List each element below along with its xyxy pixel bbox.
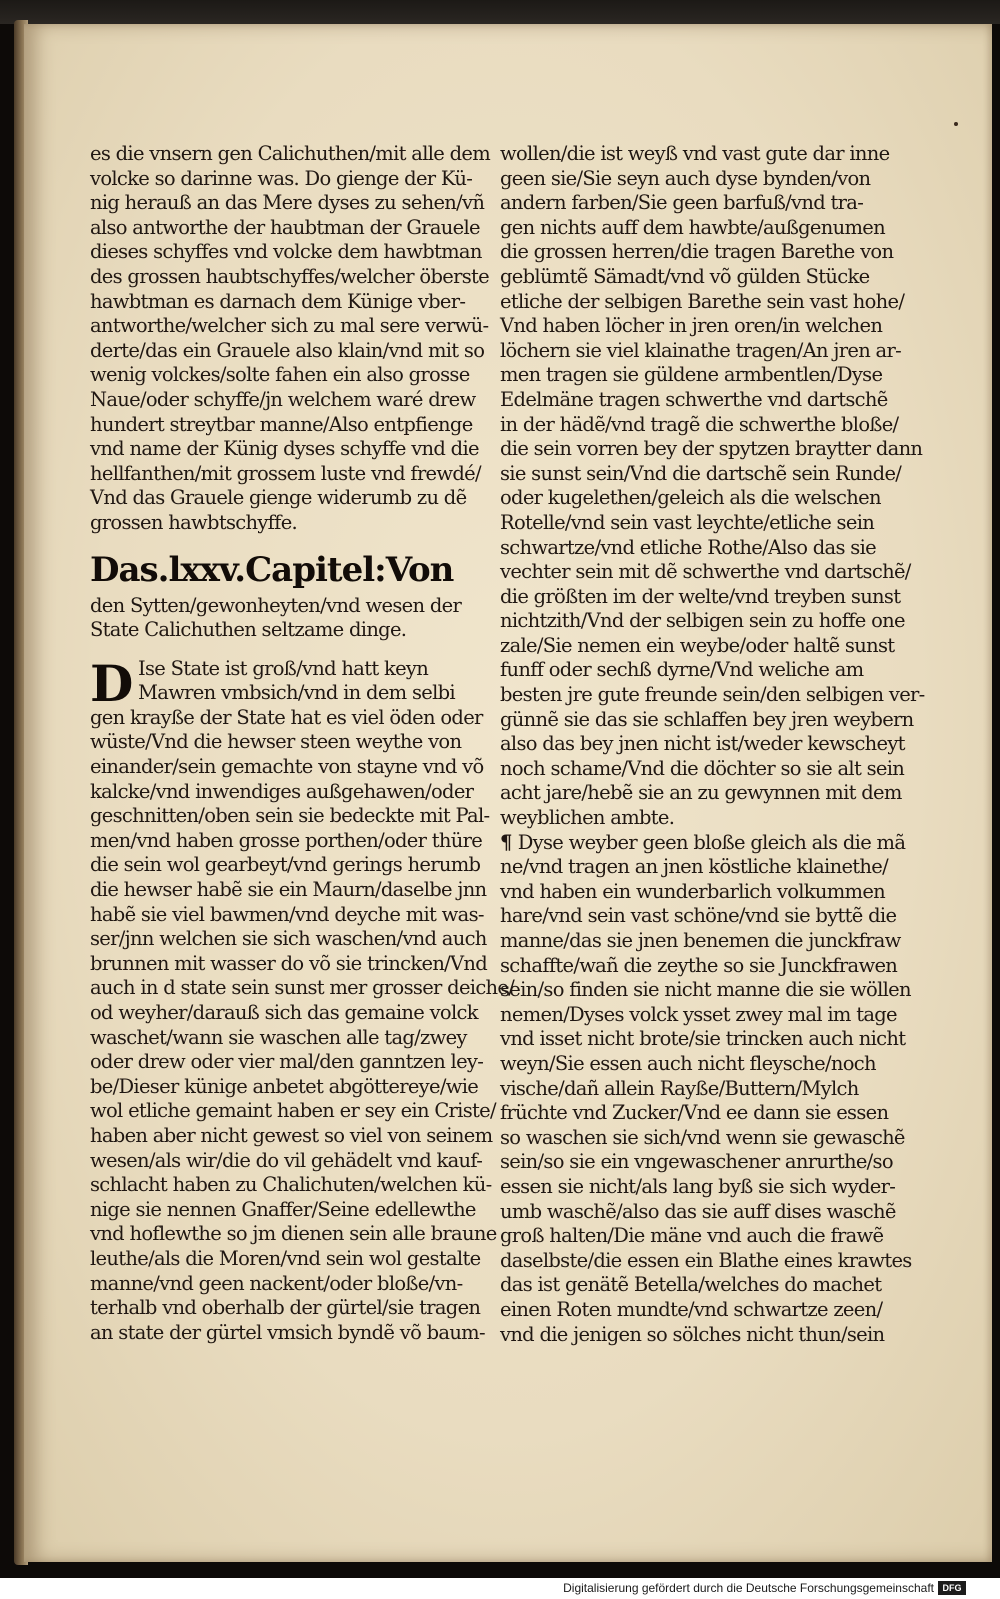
initial-lines <box>90 657 470 706</box>
text-line: es die vnsern gen Calichuthen/mit alle dem <box>90 142 491 165</box>
text-line: habẽ sie viel bawmen/vnd deyche mit was- <box>90 902 484 926</box>
text-line: gen krayße der State hat es viel öden oder <box>90 705 483 729</box>
text-line: derte/das ein Grauele also klain/vnd mit so <box>90 338 485 362</box>
text-line: od weyher/darauß sich das gemaine volck <box>90 1001 478 1024</box>
text-line: die grossen herren/die tragen Barethe von <box>500 240 894 264</box>
text-line: dieses schyffes vnd volcke dem hawbtman <box>90 240 482 264</box>
text-line: oder kugelethen/geleich als die welschen <box>500 486 881 510</box>
text-line: schwartze/vnd etliche Rothe/Also das sie <box>500 535 876 559</box>
text-line: volcke so darinne was. Do gienge der Kü- <box>90 166 473 190</box>
text-line: terhalb vnd oberhalb der gürtel/sie tragen <box>90 1296 481 1320</box>
text-line: hawbtman es darnach dem Künige vber- <box>90 289 466 313</box>
text-line: daselbste/die essen ein Blathe eines krawtes <box>500 1248 912 1272</box>
text-line: umb waschẽ/also das sie auff dises waschẽ <box>500 1199 896 1223</box>
text-line: vnd hoflewthe so jm dienen sein alle braune <box>90 1222 497 1246</box>
text-line: vnd die jenigen so sölches nicht thun/sein <box>500 1322 885 1346</box>
chapter-first-paragraph <box>90 653 515 1346</box>
text-line: Edelmäne tragen schwerthe vnd dartschẽ <box>500 387 888 411</box>
text-line: wüste/Vnd die hewser steen weythe von <box>90 730 462 754</box>
text-line: hundert streytbar manne/Also entpfienge <box>90 412 473 436</box>
text-line: wenig volckes/solte fahen ein also grosse <box>90 363 470 387</box>
text-line: ne/vnd tragen an jnen köstliche klainethe/ <box>500 855 888 879</box>
text-line: Rotelle/vnd sein vast leychte/etliche sein <box>500 510 875 534</box>
text-line: gen nichts auff dem hawbte/außgenumen <box>500 215 885 239</box>
right-paragraph-body <box>500 855 912 1347</box>
left-text-column <box>90 142 515 1345</box>
text-line: ser/jnn welchen sie sich waschen/vnd auch <box>90 927 487 951</box>
text-line: essen sie nicht/als lang byß sie sich wyder- <box>500 1174 896 1198</box>
text-line: nichtzith/Vnd der selbigen sein zu hoffe one <box>500 609 905 633</box>
paragraph-body <box>90 705 515 1345</box>
text-line: manne/vnd geen nackent/oder bloße/vn- <box>90 1271 463 1295</box>
text-line: groß halten/Die mäne vnd auch die frawẽ <box>500 1224 884 1248</box>
text-line: das ist genätẽ Betella/welches do machet <box>500 1273 882 1297</box>
text-line: geen sie/Sie seyn auch dyse bynden/von <box>500 166 871 190</box>
left-paragraph-continued <box>90 142 491 536</box>
text-line: men tragen sie güldene armbentlen/Dyse <box>500 363 883 387</box>
text-line: nig herauß an das Mere dyses zu sehen/vñ <box>90 191 485 215</box>
text-line: so waschen sie sich/vnd wenn sie gewaschẽ <box>500 1125 905 1149</box>
text-line: nige sie nennen Gnaffer/Seine edellewthe <box>90 1197 476 1221</box>
text-line: kalcke/vnd inwendiges außgehawen/oder <box>90 779 474 803</box>
text-line: vnd isset nicht brote/sie trincken auch nicht <box>500 1027 906 1051</box>
text-line: Vnd das Grauele gienge widerumb zu dẽ <box>90 486 467 510</box>
text-line: noch schame/Vnd die döchter so sie alt sein <box>500 756 905 780</box>
text-line: men/vnd haben grosse porthen/oder thüre <box>90 828 483 852</box>
text-line: State Calichuthen seltzame dinge. <box>90 618 407 642</box>
text-line: vechter sein mit dẽ schwerthe vnd dartschẽ/ <box>500 560 911 584</box>
text-line: sein/so sie ein vngewaschener anrurthe/so <box>500 1150 893 1174</box>
text-line: schaffte/wañ die zeythe so sie Junckfrawen <box>500 953 898 977</box>
text-line: des grossen haubtschyffes/welcher öberste <box>90 264 489 288</box>
text-line: in der hädẽ/vnd tragẽ die schwerthe bloße/ <box>500 412 899 436</box>
text-line: vnd name der Künig dyses schyffe vnd die <box>90 437 479 461</box>
text-line: sein/so finden sie nicht manne die sie wöllen <box>500 978 911 1002</box>
text-line: oder drew oder vier mal/den ganntzen ley- <box>90 1050 484 1074</box>
text-line: Dyse weyber geen bloße gleich als die mã <box>517 830 906 854</box>
ink-speck <box>954 122 958 126</box>
text-line: antworthe/welcher sich zu mal sere verwü- <box>90 314 489 338</box>
dfg-logo: DFG <box>938 1581 966 1595</box>
text-line: etliche der selbigen Barethe sein vast hohe/ <box>500 289 905 313</box>
text-line: löchern sie viel klainathe tragen/An jren ar- <box>500 338 901 362</box>
text-line: sie sunst sein/Vnd die dartschẽ sein Runde/ <box>500 461 902 485</box>
text-line: die größten im der welte/vnd treyben sunst <box>500 584 901 608</box>
text-line: funff oder sechß dyrne/Vnd weliche am <box>500 658 864 682</box>
text-line: grossen hawbtschyffe. <box>90 510 298 534</box>
text-line: also antworthe der haubtman der Grauele <box>90 215 480 239</box>
text-line: wollen/die ist weyß vnd vast gute dar inne <box>500 142 890 165</box>
text-line: hare/vnd sein vast schöne/vnd sie byttẽ die <box>500 904 897 928</box>
text-line: manne/das sie jnen benemen die junckfraw <box>500 929 901 952</box>
text-line: brunnen mit wasser do võ sie trincken/Vnd <box>90 951 488 975</box>
text-line: be/Dieser künige anbetet abgöttereye/wie <box>90 1074 479 1098</box>
pilcrow-paragraph-start <box>500 830 906 856</box>
text-line: die sein wol gearbeyt/vnd gerings herumb <box>90 853 481 877</box>
text-line: also das bey jnen nicht ist/weder kewscheyt <box>500 732 905 756</box>
text-line: acht jare/hebẽ sie an zu gewynnen mit dem <box>500 781 902 805</box>
digitization-credit: Digitalisierung gefördert durch die Deutsche Forschungsgemeinschaft <box>563 1581 934 1595</box>
text-line: andern farben/Sie geen barfuß/vnd tra- <box>500 191 864 215</box>
text-line: an state der gürtel vmsich byndẽ võ baum- <box>90 1320 485 1344</box>
chapter-subtitle <box>90 594 470 643</box>
text-line: geschnitten/oben sein sie bedeckte mit Pal- <box>90 804 490 828</box>
text-line: die hewser habẽ sie ein Maurn/daselbe jnn <box>90 878 487 902</box>
text-line: vische/dañ allein Rayße/Buttern/Mylch <box>500 1076 859 1100</box>
text-line: vnd haben ein wunderbarlich volkummen <box>500 879 886 903</box>
text-line: auch in d state sein sunst mer grosser deiche/ <box>90 976 515 1000</box>
text-line: einander/sein gemachte von stayne vnd võ <box>90 755 484 779</box>
text-line: wesen/als wir/die do vil gehädelt vnd kauf- <box>90 1148 483 1172</box>
text-line: schlacht haben zu Chalichuten/welchen kü- <box>90 1173 492 1197</box>
text-line: hellfanthen/mit grossem luste vnd frewdé/ <box>90 461 481 485</box>
text-line: die sein vorren bey der spytzen braytter dann <box>500 437 923 461</box>
text-line: leuthe/als die Moren/vnd sein wol gestalte <box>90 1246 481 1270</box>
text-line: weyn/Sie essen auch nicht fleysche/noch <box>500 1051 876 1075</box>
text-line: einen Roten mundte/vnd schwartze zeen/ <box>500 1297 883 1321</box>
scanner-top-edge <box>0 0 1000 24</box>
text-line: Mawren vmbsich/vnd in dem selbi <box>138 681 455 705</box>
book-page <box>24 24 992 1562</box>
pilcrow-mark: ¶ <box>500 830 512 854</box>
text-line: geblümtẽ Sämadt/vnd võ gülden Stücke <box>500 264 870 288</box>
text-line: wol etliche gemaint haben er sey ein Criste/ <box>90 1099 496 1123</box>
text-line: weyblichen ambte. <box>500 806 675 830</box>
text-line: waschet/wann sie waschen alle tag/zwey <box>90 1025 467 1049</box>
text-line: Vnd haben löcher in jren oren/in welchen <box>500 314 883 338</box>
initial-capital-letter: D <box>90 653 134 713</box>
right-paragraph-continued <box>500 142 925 831</box>
text-line: früchte vnd Zucker/Vnd ee dann sie essen <box>500 1101 889 1125</box>
chapter-heading: Das.lxxv.Capitel:Von <box>90 549 454 590</box>
text-line: zale/Sie nemen ein weybe/oder haltẽ sunst <box>500 633 895 657</box>
right-text-column <box>500 142 925 1347</box>
text-line: Ise State ist groß/vnd hatt keyn <box>138 656 429 680</box>
text-line: haben aber nicht gewest so viel von seinem <box>90 1123 493 1147</box>
text-line: besten jre gute freunde sein/den selbigen ver- <box>500 683 925 707</box>
text-line: Naue/oder schyffe/jn welchem waré drew <box>90 387 476 411</box>
text-line: nemen/Dyses volck ysset zwey mal im tage <box>500 1002 897 1026</box>
text-line: günnẽ sie das sie schlaffen bey jren weybern <box>500 707 914 731</box>
text-line: den Sytten/gewonheyten/vnd wesen der <box>90 593 462 617</box>
